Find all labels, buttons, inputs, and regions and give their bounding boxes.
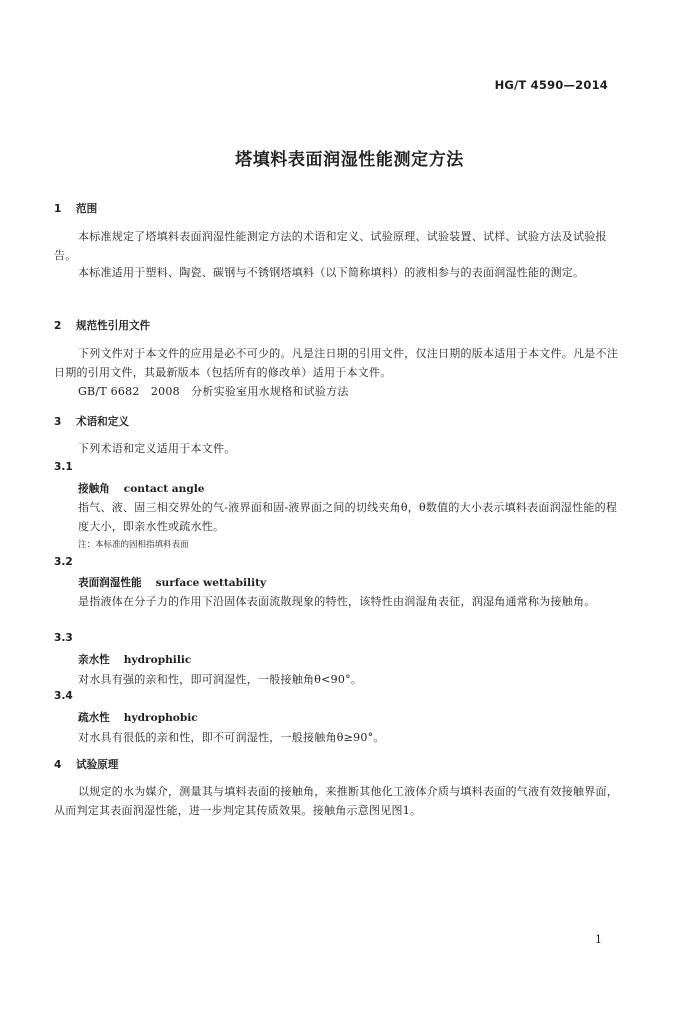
term-3-3 <box>78 652 191 667</box>
section-number: 4 <box>54 759 62 771</box>
section-4-heading <box>54 757 118 772</box>
section-1-heading <box>54 201 97 216</box>
term-3-1-note: 注：本标准的固相指填料表面 <box>78 540 189 550</box>
section-2-paragraph-1: 下列文件对于本文件的应用是必不可少的。凡是注日期的引用文件，仅注日期的版本适用于本文件。凡是不注日期的引用文件，其最新版本（包括所有的修改单）适用于本文件。 <box>54 347 618 379</box>
clause-3-3-number: 3.3 <box>54 632 73 644</box>
term-3-2-definition: 是指液体在分子力的作用下沿固体表面流散现象的特性，该特性由润湿角表征，润湿角通常称为接触角。 <box>78 595 596 608</box>
term-chinese: 接触角 <box>78 483 110 495</box>
section-number: 1 <box>54 203 62 215</box>
term-3-1 <box>78 481 205 496</box>
term-chinese: 表面润湿性能 <box>78 577 142 589</box>
standard-code: HG/T 4590—2014 <box>494 78 608 92</box>
section-number: 2 <box>54 320 62 332</box>
section-3-intro: 下列术语和定义适用于本文件。 <box>78 442 236 455</box>
term-3-4 <box>78 710 198 725</box>
term-3-1-definition: 指气、液、固三相交界处的气-液界面和固-液界面之间的切线夹角θ，θ数值的大小表示填料表面润湿性能的程度大小，即亲水性或疏水性。 <box>78 501 618 533</box>
clause-3-1-number: 3.1 <box>54 461 73 473</box>
term-chinese: 亲水性 <box>78 654 110 666</box>
section-1-paragraph-1: 本标准规定了塔填料表面润湿性能测定方法的术语和定义、试验原理、试验装置、试样、试验方法及试验报告。 <box>54 230 607 262</box>
section-title: 范围 <box>76 203 98 215</box>
page-number: 1 <box>595 933 602 946</box>
section-1-paragraph-2: 本标准适用于塑料、陶瓷、碳钢与不锈钢塔填料（以下简称填料）的液相参与的表面润湿性能的测定。 <box>78 266 585 279</box>
section-title: 术语和定义 <box>76 416 129 428</box>
term-english: surface wettability <box>155 577 267 589</box>
term-chinese: 疏水性 <box>78 712 110 724</box>
clause-3-2-number: 3.2 <box>54 556 73 568</box>
term-english: hydrophobic <box>123 712 198 724</box>
term-english: contact angle <box>123 483 205 495</box>
section-title: 规范性引用文件 <box>76 320 151 332</box>
term-3-2 <box>78 575 266 590</box>
clause-3-4-number: 3.4 <box>54 690 73 702</box>
term-3-3-definition: 对水具有强的亲和性，即可润湿性，一般接触角θ<90°。 <box>78 673 363 686</box>
normative-reference: GB/T 6682 2008 分析实验室用水规格和试验方法 <box>78 385 349 398</box>
section-2-heading <box>54 318 150 333</box>
section-title: 试验原理 <box>76 759 119 771</box>
section-number: 3 <box>54 416 62 428</box>
section-3-heading <box>54 414 129 429</box>
term-3-4-definition: 对水具有很低的亲和性，即不可润湿性，一般接触角θ≥90°。 <box>78 731 385 744</box>
document-title: 塔填料表面润湿性能测定方法 <box>235 150 464 170</box>
section-4-paragraph-1: 以规定的水为媒介，测量其与填料表面的接触角，来推断其他化工液体介质与填料表面的气液有效接触界面，从而判定其表面润湿性能，进一步判定其传质效果。接触角示意图见图1。 <box>54 785 618 817</box>
term-english: hydrophilic <box>123 654 192 666</box>
